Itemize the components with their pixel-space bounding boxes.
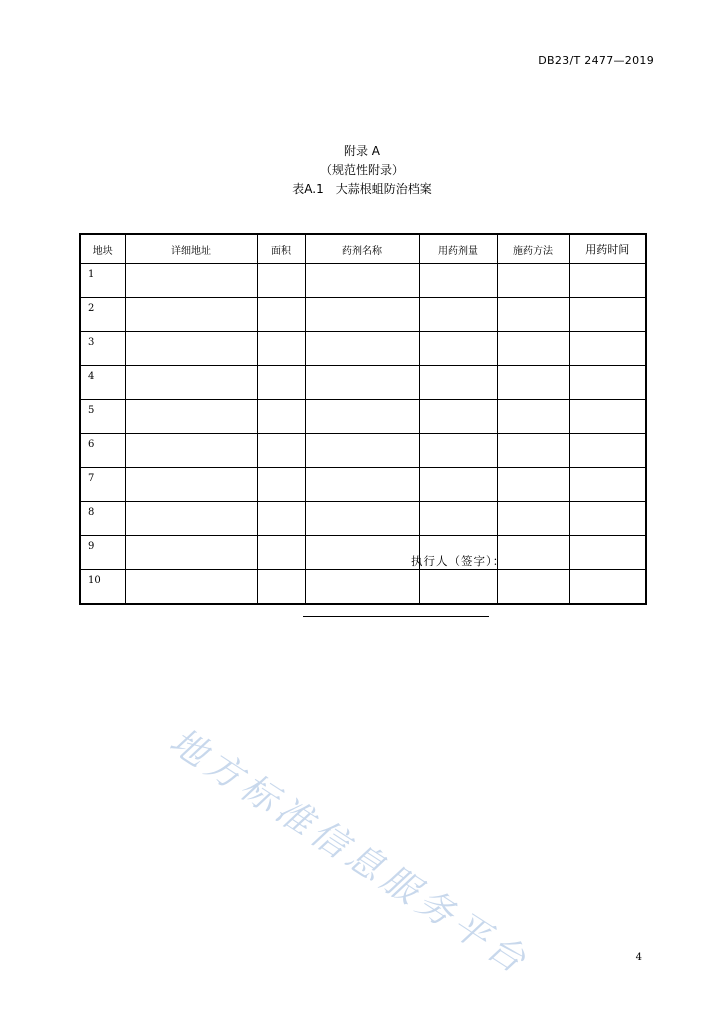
row-number: 6 xyxy=(80,434,125,468)
table-cell[interactable] xyxy=(497,400,569,434)
table-cell[interactable] xyxy=(257,332,305,366)
table-cell[interactable] xyxy=(257,298,305,332)
table-cell[interactable] xyxy=(569,570,646,605)
table-cell[interactable] xyxy=(569,536,646,570)
table-cell[interactable] xyxy=(305,434,419,468)
table-cell[interactable] xyxy=(125,536,257,570)
table-cell[interactable] xyxy=(305,536,419,570)
table-title: 表A.1 大蒜根蛆防治档案 xyxy=(292,182,432,196)
table-cell[interactable] xyxy=(257,264,305,298)
row-number: 9 xyxy=(80,536,125,570)
table-cell[interactable] xyxy=(305,332,419,366)
table-cell[interactable] xyxy=(125,570,257,605)
row-number: 8 xyxy=(80,502,125,536)
table-cell[interactable] xyxy=(125,264,257,298)
table-cell[interactable] xyxy=(497,536,569,570)
table-row xyxy=(80,502,646,536)
table-cell[interactable] xyxy=(125,400,257,434)
table-cell[interactable] xyxy=(569,332,646,366)
table-header-row xyxy=(80,234,646,264)
table-cell[interactable] xyxy=(569,468,646,502)
signature-line xyxy=(303,616,489,617)
table-cell[interactable] xyxy=(419,502,497,536)
table-cell[interactable] xyxy=(257,400,305,434)
column-header-method: 施药方法 xyxy=(497,234,569,264)
signer-label: 执行人（签字）： xyxy=(411,554,506,568)
table-cell[interactable] xyxy=(305,502,419,536)
table-cell[interactable] xyxy=(257,366,305,400)
table-cell[interactable] xyxy=(497,468,569,502)
control-record-table xyxy=(79,233,647,605)
table-cell[interactable] xyxy=(257,468,305,502)
table-cell[interactable] xyxy=(257,536,305,570)
table-cell[interactable] xyxy=(125,332,257,366)
table-cell[interactable] xyxy=(497,264,569,298)
page-number: 4 xyxy=(635,952,642,963)
column-header-plot: 地块 xyxy=(80,234,125,264)
table-row xyxy=(80,332,646,366)
table-row xyxy=(80,570,646,605)
table-cell[interactable] xyxy=(125,366,257,400)
appendix-title: 附录 A xyxy=(343,144,381,158)
table-row xyxy=(80,468,646,502)
table-row xyxy=(80,366,646,400)
table-cell[interactable] xyxy=(569,434,646,468)
table-cell[interactable] xyxy=(305,468,419,502)
watermark: 地方标准信息服务平台 xyxy=(162,720,537,984)
table-cell[interactable] xyxy=(257,434,305,468)
table-cell[interactable] xyxy=(497,366,569,400)
table-cell[interactable] xyxy=(125,298,257,332)
table-cell[interactable] xyxy=(305,298,419,332)
table-cell[interactable] xyxy=(305,570,419,605)
table-cell[interactable] xyxy=(497,434,569,468)
row-number: 1 xyxy=(80,264,125,298)
table-cell[interactable] xyxy=(257,502,305,536)
table-row xyxy=(80,264,646,298)
table-cell[interactable] xyxy=(257,570,305,605)
table-cell[interactable] xyxy=(569,502,646,536)
table-row xyxy=(80,400,646,434)
table-cell[interactable] xyxy=(125,434,257,468)
table-cell[interactable] xyxy=(305,400,419,434)
row-number: 10 xyxy=(80,570,125,605)
table-cell[interactable] xyxy=(419,366,497,400)
row-number: 7 xyxy=(80,468,125,502)
column-header-pesticide: 药剂名称 xyxy=(305,234,419,264)
table-cell[interactable] xyxy=(497,570,569,605)
column-header-area: 面积 xyxy=(257,234,305,264)
table-cell[interactable] xyxy=(419,468,497,502)
column-header-address: 详细地址 xyxy=(125,234,257,264)
table-cell[interactable] xyxy=(497,502,569,536)
table-cell[interactable] xyxy=(497,298,569,332)
table-cell[interactable] xyxy=(419,332,497,366)
table-cell[interactable] xyxy=(569,264,646,298)
appendix-type: （规范性附录） xyxy=(319,163,404,177)
row-number: 2 xyxy=(80,298,125,332)
table-cell[interactable] xyxy=(125,468,257,502)
table-cell[interactable] xyxy=(305,366,419,400)
table-cell[interactable] xyxy=(419,434,497,468)
table-cell[interactable] xyxy=(419,400,497,434)
table-cell[interactable] xyxy=(125,502,257,536)
table-row xyxy=(80,434,646,468)
table-row xyxy=(80,298,646,332)
table-cell[interactable] xyxy=(569,400,646,434)
table-cell[interactable] xyxy=(569,366,646,400)
column-header-time: 用药时间 xyxy=(569,234,646,264)
column-header-dosage: 用药剂量 xyxy=(419,234,497,264)
table-cell[interactable] xyxy=(419,264,497,298)
table-cell[interactable] xyxy=(305,264,419,298)
row-number: 5 xyxy=(80,400,125,434)
table-cell[interactable] xyxy=(419,298,497,332)
table-cell[interactable] xyxy=(497,332,569,366)
document-code: DB23/T 2477—2019 xyxy=(538,54,654,67)
table-cell[interactable] xyxy=(419,570,497,605)
row-number: 4 xyxy=(80,366,125,400)
row-number: 3 xyxy=(80,332,125,366)
table-row xyxy=(80,536,646,570)
table-cell[interactable] xyxy=(569,298,646,332)
